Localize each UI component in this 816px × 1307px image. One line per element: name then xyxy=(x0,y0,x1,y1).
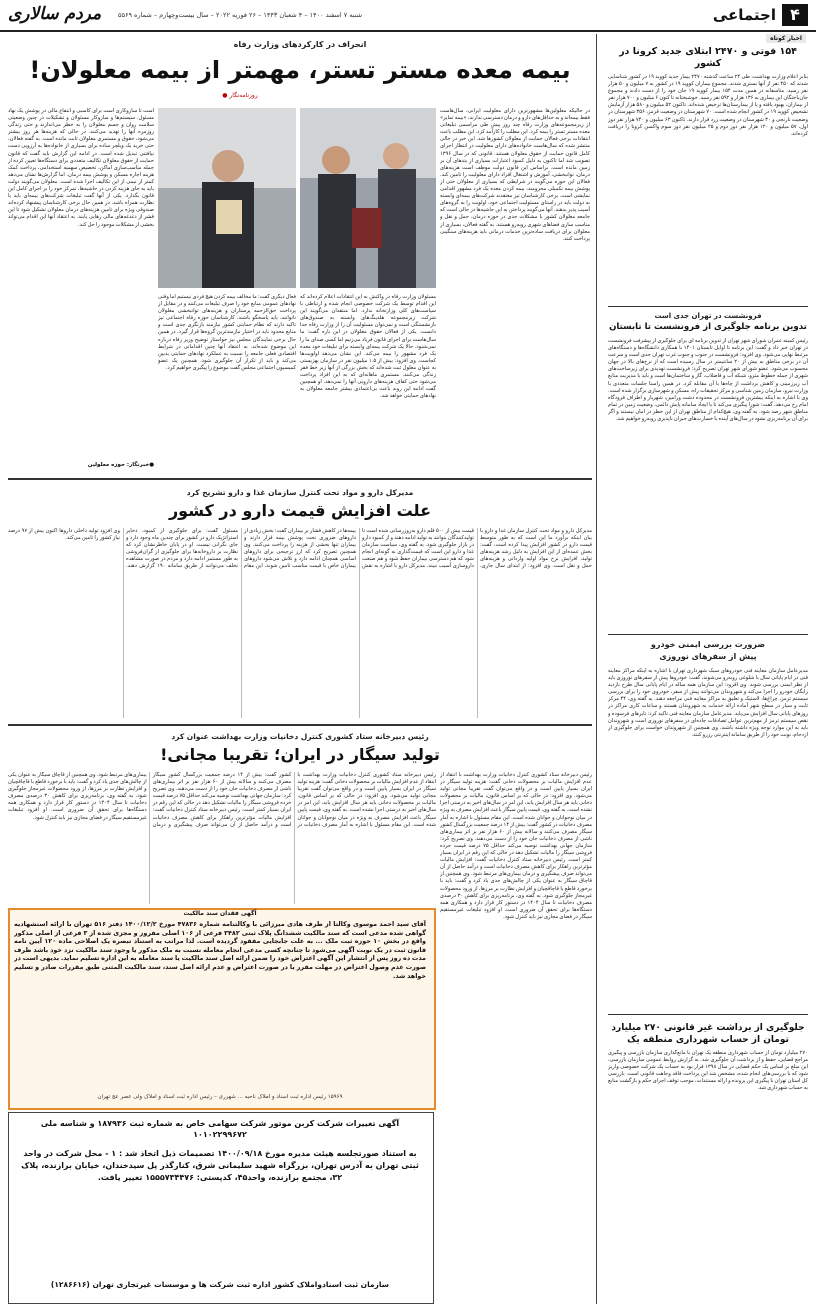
ad-lost-deed-footer: ۱۵۹۶۹ رئیس اداره ثبت اسناد و املاک ناحیه ... شهرری – رئیس اداره ثبت اسناد و املاک ولی عصر عج تهران xyxy=(97,1094,343,1100)
section-title: اجتماعی xyxy=(712,6,776,24)
divider xyxy=(8,478,592,480)
divider xyxy=(608,306,808,307)
municipality-body: ۲۷۰ میلیارد تومان از حساب شهرداری منطقه یک تهران با مانع‌گذاری سازمان بازرسی و پیگیری مراجع قضایی، حفظ و از برداشت آن جلوگیری شد. به گزارش روابط عمومی سازمان بازرسی، این مبلغ بر اساس یک حکم قضایی در سال ۱۳۹۸ قرار بود به حساب یک شرکت خصوصی واریز شود که با بررسی‌های انجام شده، مشخص شد این پرداخت فاقد وجاهت قانونی است. بازرسی کل استان تهران با پیگیری این پرونده و ارائه مستندات، موجب توقف اجرای حکم و بازگشت منابع به حساب شهرداری شد. xyxy=(608,1050,808,1092)
ad-company-title: آگهی تغییرات شرکت کربن موتور شرکت سهامی خاص به شماره ثبت ۱۸۷۹۳۶ و شناسه ملی ۱۰۱۰۲۲۹۹۶۷۲ xyxy=(40,1119,400,1139)
municipality-headline: جلوگیری از برداشت غیر قانونی ۲۷۰ میلیارد تومان از حساب شهرداری منطقه یک xyxy=(611,1023,805,1045)
dateline: شنبه ۷ اسفند ۱۴۰۰ – ۴ شعبان ۱۴۴۳ – ۲۶ فوریه ۲۰۲۲ – سال بیست‌وچهارم – شماره ۵۵۶۹ xyxy=(118,11,363,19)
welfare-col3: فعال دیگری گفت: ما مخالف بیمه کردن هیچ فردی نیستیم اما وقتی نهادهای عمومی منابع خود را صرف تبلیغات می‌کنند و در مقابل از پرداخت حق‌الزحمه پرستاران و هزینه‌های توانبخشی معلولان ناتوانند، باید پاسخگو باشند. کارشناسان حوزه رفاه اجتماعی نیز تاکید دارند که نظام حمایتی کشور نیازمند بازنگری جدی است و منابع محدود باید در اختیار نیازمندترین گروه‌ها قرار گیرد. در همین حال برخی نمایندگان مجلس نیز خواستار توضیح وزیر رفاه درباره این موضوع شده‌اند. به اعتقاد آنها چنین اقداماتی در شرایط اقتصادی فعلی جامعه را نسبت به عملکرد نهادهای حمایتی بدبین می‌کند و باید از تکرار آن جلوگیری شود. همچنین یک عضو کمیسیون اجتماعی مجلس گفت موضوع را پیگیری خواهیم کرد. xyxy=(158,294,296,371)
byline: روزنامه‌نگار ● xyxy=(222,92,258,99)
tobacco-body-cols: رئیس دبیرخانه ستاد کشوری کنترل دخانیات وزارت بهداشت با انتقاد از عدم افزایش مالیات بر محصولات دخانی گفت: هزینه تولید سیگار در ایران بسیار پایین است و در واقع می‌توان گفت تقریبا مجانی تولید می‌شود. وی افزود: در حالی که بر اساس قانون، مالیات بر محصولات دخانی باید هر سال افزایش یابد، این امر در سال‌های اخیر به درستی اجرا نشده است. به گفته وی، قیمت پایین سیگار باعث افزایش مصرف به ویژه در میان نوجوانان و جوانان شده است. این مقام مسئول با اشاره به آمار مصرف دخانیات در کشور گفت: بیش از ۱۴ درصد جمعیت بزرگسال کشور سیگار مصرف می‌کنند و سالانه بیش از ۶۰ هزار نفر بر اثر بیماری‌های ناشی از مصرف دخانیات جان خود را از دست می‌دهند. وی تصریح کرد: سازمان جهانی بهداشت توصیه می‌کند حداقل ۷۵ درصد قیمت خرده فروشی سیگار را مالیات تشکیل دهد در حالی که این رقم در ایران بسیار کمتر است. رئیس دبیرخانه ستاد کنترل دخانیات گفت: افزایش مالیات مؤثرترین راهکار برای کاهش مصرف دخانیات است و درآمد حاصل از آن می‌تواند صرف پیشگیری و درمان بیماری‌های مرتبط شود. وی همچنین از قاچاق سیگار به عنوان یکی از چالش‌های جدی یاد کرد و گفت: باید با برخورد قاطع با قاچاقچیان و افزایش نظارت بر مرزها، از ورود محصولات غیرمجاز جلوگیری شود. به گفته وی، برنامه‌ریزی برای کاهش ۳۰ درصدی مصرف دخانیات تا سال ۱۴۰۴ در دستور کار قرار دارد و همکاری همه دستگاه‌ها برای تحقق آن ضروری است. او افزود تبلیغات غیرمستقیم سیگار در فضای مجازی نیز باید کنترل شود. xyxy=(8,772,436,828)
covid-body: بنابر اعلام وزارت بهداشت، طی ۲۴ ساعت گذشته ۲۴۷۰ بیمار جدید کووید ۱۹ در کشور شناسایی شدند که ۴۵۰ نفر از آنها بستری شدند. مجموع بیماران کووید ۱۹ در کشور به ۷ میلیون و ۵۰ هزار نفر رسید. متاسفانه در همین مدت ۱۵۴ بیمار کووید ۱۹ جان خود را از دست دادند و مجموع جان‌باختگان این بیماری به ۱۳۶ هزار و ۵۹۲ نفر رسید. خوشبختانه تا کنون ۶ میلیون و ۷۰۰ هزار نفر از بیماران، بهبود یافته و یا از بیمارستان‌ها ترخیص شده‌اند. تاکنون ۵۲ میلیون و ۵۸۰ هزار آزمایش تشخیص کووید ۱۹ در کشور انجام شده است. ۷۰ شهرستان در وضعیت قرمز، ۳۵۶ شهرستان در وضعیت نارنجی و ۳۰ شهرستان در وضعیت زرد قرار دارند. تاکنون ۶۳ میلیون و ۷۴۰ هزار نفر دوز اول، ۵۷ میلیون و ۱۲۰ هزار نفر دوز دوم و ۲۵ میلیون نفر دوز سوم واکسن کرونا را دریافت کرده‌اند. xyxy=(608,74,808,137)
welfare-col1: در حالیکه معلولین‌ها مشهورترین دارای معلولیت ایرانی، سال‌هاست فقط بیمه‌اند و به حداقل‌های دارو و درمان دسترسی ندارند، «بیمه تمایز» از زیرمجموعه‌های وزارت رفاه چند روز پیش طی مراسمی تبلیغاتی معده مستر تستر را بیمه کرد. این مطلب را کارآمد کرد. این مطلب باعث انتقادات برخی فعالان حمایت از معلولان کشورها شد. این خبر در حالی منتشر شده که سال‌هاست خانواده‌های دارای معلولیت در انتظار اجرای کامل قانون حمایت از حقوق معلولان هستند. قانونی که در سال ۱۳۹۶ تصویب شد اما تاکنون به دلیل کمبود اعتبارات بسیاری از بندهای آن بر زمین مانده است. براساس این قانون دولت موظف است هزینه‌های درمان، توانبخشی، آموزش و اشتغال افراد دارای معلولیت را تامین کند. فعالان این حوزه می‌گویند در شرایطی که بسیاری از معلولان حتی از پوشش بیمه تکمیلی محرومند، بیمه کردن معده یک فرد مشهور اقدامی نمایشی است. برخی کارشناسان نیز معتقدند شرکت‌های بیمه‌ای وابسته به دولت باید در راستای مسئولیت اجتماعی خود، اولویت را به گروه‌های آسیب پذیر بدهند. آنها می‌گویند پرداختن به این حاشیه‌ها در حالی است که جامعه معلولان کشور با مشکلات جدی در حوزه درمان، حمل و نقل و مناسب سازی فضاهای شهری روبه‌رو هستند. به گفته فعالان، بسیاری از معلولان برای دریافت ساده‌ترین خدمات درمانی باید هزینه‌های سنگینی پرداخت کنند. xyxy=(440,108,590,242)
subsidence-body: رئیس کمیته عمران شورای شهر تهران از تدوین برنامه ای برای جلوگیری از پیشرفت فرونشست در تهران خبر داد و گفت: این برنامه تا اوایل تابستان ۱۴۰۱ با همکاری دانشگاه‌ها و دستگاه‌های مرتبط نهایی می‌شود. وی افزود: فرونشست در جنوب و جنوب غرب تهران جدی است و سرعت آن در برخی مناطق به بیش از ۲۰ سانتیمتر در سال رسیده است که از نرخ‌های بالا در جهان محسوب می‌شود. عضو شورای شهر تهران تصریح کرد: فرونشست تهدیدی برای زیرساخت‌های شهری از جمله خطوط مترو، شبکه آب و فاضلاب، گاز و ساختمان‌ها است و باید با مدیریت منابع آب زیرزمینی و کاهش برداشت از چاه‌ها با آن مقابله کرد. در همین راستا جلسات متعددی با وزارت نیرو، سازمان زمین شناسی و مرکز تحقیقات راه، مسکن و شهرسازی برگزار شده است. وی با اشاره به اینکه بیشترین فرونشست در محدوده دشت ورامین، شهریار و اطراف فرودگاه امام رخ می‌دهد، گفت: شورا پیگیری می‌کند تا با ایجاد سامانه پایش دائمی، وضعیت زمین در تمام مناطق شهر رصد شود. به گفته وی، هیچ‌کدام از مناطق تهران از این خطر در امان نیستند و اگر برای آن برنامه‌ریزی نشود در سال‌های آینده با خسارت‌های جبران ناپذیری روبه‌رو خواهیم شد. xyxy=(608,338,808,423)
drug-body: مدیرکل دارو و مواد تحت کنترل سازمان غذا و دارو با بیان اینکه برآورد ما این است که به طور متوسط قیمت دارو در کشور افزایش پیدا کرده است، گفت: بخش عمده‌ای از این افزایش به دلیل رشد هزینه‌های تولید، افزایش نرخ مواد اولیه وارداتی و هزینه‌های حمل و نقل است. وی افزود: از ابتدای سال جاری، قیمت بیش از ۵۰۰ قلم دارو به‌روزرسانی شده است تا تولیدکنندگان بتوانند به تولید ادامه دهند و از کمبود دارو در بازار جلوگیری شود. به گفته وی، سیاست سازمان غذا و دارو این است که قیمت‌گذاری به گونه‌ای انجام شود که هم دسترسی بیماران حفظ شود و هم صنعت داروسازی آسیب نبیند. مدیرکل دارو با اشاره به نقش بیمه‌ها در کاهش فشار بر بیماران گفت: بخش زیادی از داروهای ضروری تحت پوشش بیمه قرار دارند و بیماران تنها بخشی از هزینه را پرداخت می‌کنند. وی همچنین تصریح کرد که ارز ترجیحی برای داروهای اساسی همچنان ادامه دارد و تلاش می‌شود داروهای بیماران خاص با قیمت مناسب تامین شوند. این مقام مسئول گفت: برای جلوگیری از کمبود، ذخایر استراتژیک دارو در کشور برای چندین ماه وجود دارد و جای نگرانی نیست. او در پایان خاطرنشان کرد که نظارت بر داروخانه‌ها برای جلوگیری از گران‌فروشی به طور مستمر ادامه دارد و مردم در صورت مشاهده تخلف می‌توانند از طریق سامانه ۱۹۰ گزارش دهند. وی افزود تولید داخلی داروها اکنون بیش از ۹۷ درصد نیاز کشور را تامین می‌کند. xyxy=(8,528,592,570)
welfare-col4: است تا سازوکاری است برای کاسبی و انتفاع مالی در پوشش یک نهاد مسئول. سیستم‌ها و سازوکار مسئولان و تشکیلات در چنین وضعیتی سلامت روان و جسم معلولان را به خطر می‌اندازند و حتی زندگی روزمره آنها را تهدید می‌کنند. در حالی که هزینه‌ها هر روز بیشتر می‌شود، حقوق و مستمری معلولان ثابت مانده است. به گفته فعالان، حتی خرید یک ویلچر ساده برای بسیاری از خانواده‌ها به آرزویی دست نیافتنی تبدیل شده است. در ادامه این گزارش باید گفت که قانون حمایت از حقوق معلولان تکالیف متعددی برای دستگاه‌ها تعیین کرده از جمله مناسب‌سازی اماکن، تخصیص سهمیه استخدامی، پرداخت کمک هزینه اجاره مسکن و پوشش بیمه درمان. اما گزارش‌ها نشان می‌دهد کمتر از نیمی از این تکالیف اجرا شده است. معلولان می‌گویند دولت باید به جای هزینه کردن در حاشیه‌ها، تمرکز خود را بر اجرای کامل این قانون بگذارد. یکی از آنها گفت تبلیغات شرکت‌های بیمه‌ای باید با نظارت همراه باشد. در همین حال برخی کارشناسان پیشنهاد کرده‌اند صندوقی ویژه برای تامین هزینه‌های درمان معلولان تشکیل شود تا این قشر از دغدغه‌های مالی رهایی یابند. به اعتقاد آنها این اقدام می‌تواند بخشی از مشکلات موجود را حل کند. xyxy=(8,108,154,228)
ad-company-change xyxy=(8,1112,434,1304)
welfare-col2: مسئولان وزارت رفاه در واکنش به این انتقادات اعلام کرده‌اند که این اقدام توسط یک شرکت خصوصی انجام شده و ارتباطی با سیاست‌های کلی وزارتخانه ندارد. اما منتقدان می‌گویند این شرکت زیرمجموعه هلدینگ‌های وابسته به صندوق‌های بازنشستگی است و نمی‌توان مسئولیت آن را از وزارت رفاه جدا دانست. یکی از فعالان حقوق معلولان در این باره گفت: ما سال‌هاست برای اجرای قانون فریاد می‌زنیم اما کسی صدای ما را نمی‌شنود. حالا یک شرکت بیمه‌ای وابسته برای تبلیغات خود معده یک فرد مشهور را بیمه می‌کند. این نشان می‌دهد اولویت‌ها کجاست. وی افزود: بیش از ۱.۵ میلیون نفر در سازمان بهزیستی به عنوان معلول ثبت شده‌اند که بخش بزرگی از آنها زیر خط فقر زندگی می‌کنند. مستمری ماهانه‌ای که به این افراد پرداخت می‌شود حتی کفاف هزینه‌های دارویی آنها را نمی‌دهد. او همچنین گفت ادامه این روند باعث بی‌اعتمادی بیشتر جامعه معلولان به نهادهای حمایتی خواهد شد. xyxy=(300,294,436,400)
photo-award-icon xyxy=(158,108,296,288)
car-headline: پیش از سفرهای نوروزی xyxy=(659,652,757,661)
ad-company-body: به استناد صورتجلسه هیئت مدیره مورخ ۱۴۰۰/۰۹/۱۸ تصمیمات ذیل اتخاذ شد : ۱ - محل شرکت در واحد ثبتی تهران به آدرس تهران، بزرگراه شهید سلیمانی شرق، کنارگذر پل سیدخندان، خیابان برازنده، پلاک ۳۲، مجتمع برازنده، واحد۴۵، کدپستی: ۱۵۵۵۷۳۴۴۷۶ تغییر یافت. xyxy=(21,1149,419,1182)
ad-lost-deed-title: آگهی فقدان سند مالکیت xyxy=(183,910,257,917)
short-news-tag: اخبار کوتاه xyxy=(766,34,806,43)
tobacco-headline: تولید سیگار در ایران؛ تقریبا مجانی! xyxy=(160,745,440,764)
drug-headline: علت افزایش قیمت دارو در کشور xyxy=(168,501,432,520)
newspaper-logo: مردم سالاری xyxy=(8,4,102,24)
divider xyxy=(608,1014,808,1015)
article-photo xyxy=(158,108,296,288)
page-number: ۴ xyxy=(782,4,808,26)
photo-people-icon xyxy=(300,108,436,288)
tobacco-body-col1: رئیس دبیرخانه ستاد کشوری کنترل دخانیات وزارت بهداشت با انتقاد از عدم افزایش مالیات بر محصولات دخانی گفت: هزینه تولید سیگار در ایران بسیار پایین است و در واقع می‌توان گفت تقریبا مجانی تولید می‌شود. وی افزود: در حالی که بر اساس قانون، مالیات بر محصولات دخانی باید هر سال افزایش یابد، این امر در سال‌های اخیر به درستی اجرا نشده است. به گفته وی، قیمت پایین سیگار باعث افزایش مصرف به ویژه در میان نوجوانان و جوانان شده است. این مقام مسئول با اشاره به آمار مصرف دخانیات در کشور گفت: بیش از ۱۴ درصد جمعیت بزرگسال کشور سیگار مصرف می‌کنند و سالانه بیش از ۶۰ هزار نفر بر اثر بیماری‌های ناشی از مصرف دخانیات جان خود را از دست می‌دهند. وی تصریح کرد: سازمان جهانی بهداشت توصیه می‌کند حداقل ۷۵ درصد قیمت خرده فروشی سیگار را مالیات تشکیل دهد در حالی که این رقم در ایران بسیار کمتر است. رئیس دبیرخانه ستاد کنترل دخانیات گفت: افزایش مالیات مؤثرترین راهکار برای کاهش مصرف دخانیات است و درآمد حاصل از آن می‌تواند صرف پیشگیری و درمان بیماری‌های مرتبط شود. وی همچنین از قاچاق سیگار به عنوان یکی از چالش‌های جدی یاد کرد و گفت: باید با برخورد قاطع با قاچاقچیان و افزایش نظارت بر مرزها، از ورود محصولات غیرمجاز جلوگیری شود. به گفته وی، برنامه‌ریزی برای کاهش ۳۰ درصدی مصرف دخانیات تا سال ۱۴۰۴ در دستور کار قرار دارد و همکاری همه دستگاه‌ها برای تحقق آن ضروری است. او افزود تبلیغات غیرمستقیم سیگار در فضای مجازی نیز باید کنترل شود. xyxy=(440,772,592,920)
divider xyxy=(608,634,808,635)
car-kicker: ضرورت بررسی ایمنی خودرو xyxy=(650,640,766,649)
welfare-kicker: انحراف در کارکردهای وزارت رفاه xyxy=(233,40,367,49)
covid-headline: ۱۵۴ فوتی و ۲۴۷۰ ابتلای جدید کرونا در کشور xyxy=(619,46,797,69)
tobacco-kicker: رئیس دبیرخانه ستاد کشوری کنترل دخانیات وزارت بهداشت عنوان کرد xyxy=(171,732,429,741)
ad-lost-deed-body: آقای سید احمد موسوی وکالتا از طرف هادی میرزائی با وکالتنامه شماره ۴۷۸۳۶ مورخ ۱۴۰۰/۱۲/۲ دفتر ۵۱۶ تهران با ارائه استشهادیه گواهی شده مدعی است که سند مالکیت ششدانگ پلاک ثبتی ۳۴۸۲ فرعی از ۱۰۶ اصلی مفروز و مجزی شده از ۳ فرعی از اصلی مذکور واقع در بخش ۱۰ حوزه ثبت ملک ... به علت جابجایی مفقود گردیده است. لذا مراتب به استناد تبصره یک اصلاحی ماده ۱۲۰ آیین نامه قانون ثبت در یک نوبت آگهی می‌شود تا چنانچه کسی مدعی انجام معامله نسبت به ملک مذکور یا وجود سند مالکیت نزد خود باشد ظرف مدت ده روز پس از انتشار این آگهی اعتراض خود را ضمن ارائه اصل سند مالکیت یا سند معامله به این اداره تسلیم نماید. بدیهی است در صورت عدم وصول اعتراض در مهلت مقرر یا در صورت اعتراض و عدم ارائه اصل سند، سند مالکیت المثنی طبق مقررات صادر و تسلیم خواهد شد. xyxy=(14,920,426,980)
article-photo xyxy=(300,108,436,288)
welfare-headline: بیمه معده مستر تستر، مهمتر از بیمه معلولان! xyxy=(29,56,571,84)
divider xyxy=(8,724,592,726)
ad-company-footer: سازمان ثبت اسنادواملاک کشور اداره ثبت شرکت ها و موسسات غیرتجاری تهران (۱۲۸۶۶۱۶) xyxy=(50,1280,390,1289)
drug-kicker: مدیرکل دارو و مواد تحت کنترل سازمان غذا و دارو تشریح کرد xyxy=(186,488,414,497)
welfare-signoff: ●خبرنگار: حوزه معلولین xyxy=(87,462,154,468)
subsidence-headline: تدوین برنامه جلوگیری از فرونشست تا تابستان xyxy=(609,322,807,332)
subsidence-kicker: فرونشست در تهران جدی است xyxy=(654,312,762,320)
column-divider xyxy=(596,34,597,1304)
car-body: مدیرعامل سازمان معاینه فنی خودروهای سبک شهرداری تهران با اشاره به اینکه مراکز معاینه فنی در ایام پایانی سال با شلوغی روبه‌رو می‌شوند، گفت: خودروها پیش از سفرهای نوروزی باید از نظر ایمنی بررسی شوند. وی افزود: این سازمان همه ساله در ایام پایانی سال طرح بازدید رایگان خودرو را اجرا می‌کند و شهروندان می‌توانند پیش از سفر، خودروی خود را برای بررسی سیستم ترمز، چراغ‌ها، لاستیک و تعلیق به مراکز معاینه فنی مراجعه دهند. به گفته وی، ۴۴ مرکز ثابت و سیار در سطح شهر آماده ارائه خدمات به شهروندان هستند و ساعات کاری مراکز در روزهای پایانی سال افزایش می‌یابد. مدیرعامل سازمان معاینه فنی تاکید کرد: تایرهای فرسوده و نقص سیستم ترمز از مهم‌ترین عوامل تصادفات جاده‌ای در سفرهای نوروزی است و شهروندان باید به این موارد توجه ویژه داشته باشند. وی همچنین از شهروندان خواست برای جلوگیری از ازدحام، نوبت خود را از طریق سامانه اینترنتی رزرو کنند. xyxy=(608,668,808,738)
